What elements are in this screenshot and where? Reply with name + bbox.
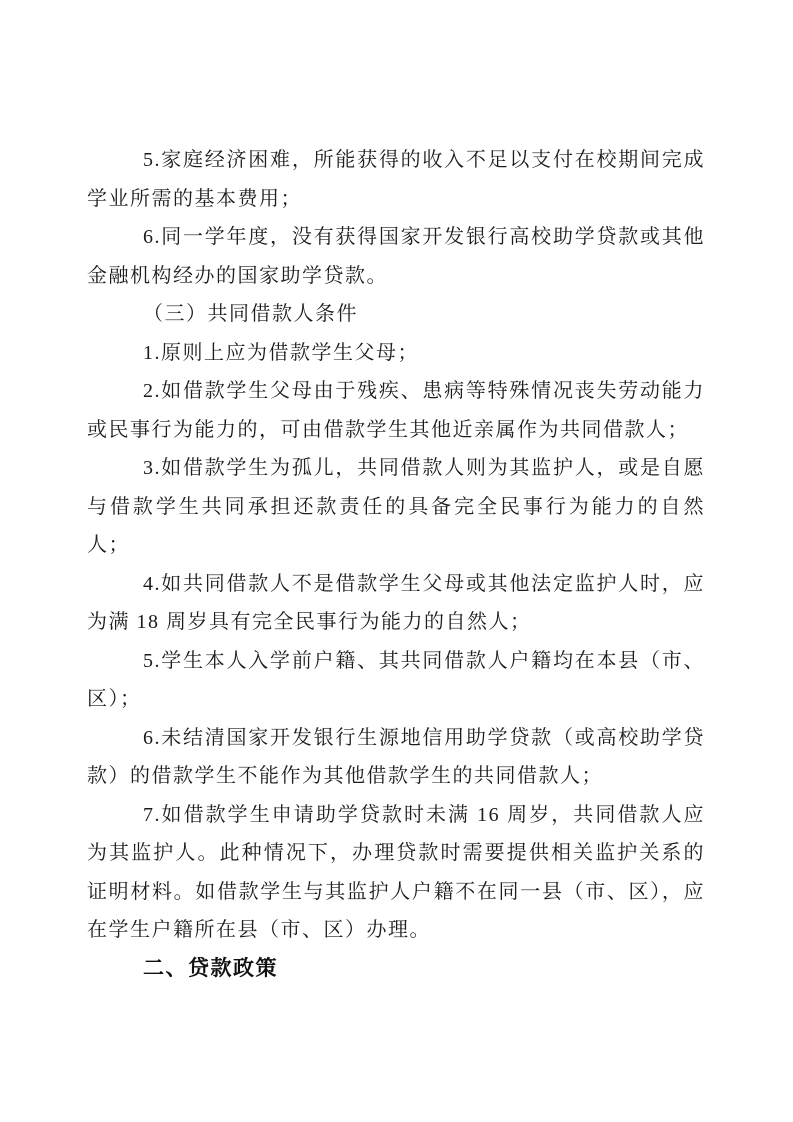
document-content [87, 141, 705, 988]
paragraph: （三）共同借款人条件 [143, 303, 358, 325]
paragraph: 5.学生本人入学前户籍、其共同借款人户籍均在本县（市、区）； [87, 649, 705, 710]
paragraph: 4.如共同借款人不是借款学生父母或其他法定监护人时，应为满 18 周岁具有完全民事行为能力的自然人； [87, 572, 705, 633]
paragraph: 2.如借款学生父母由于残疾、患病等特殊情况丧失劳动能力或民事行为能力的，可由借款学生其他近亲属作为共同借款人； [87, 380, 705, 441]
section-heading: 二、贷款政策 [143, 956, 278, 980]
paragraph: 7.如借款学生申请助学贷款时未满 16 周岁，共同借款人应为其监护人。此种情况下，办理贷款时需要提供相关监护关系的证明材料。如借款学生与其监护人户籍不在同一县（市、区），应在学生户籍所在县（市、区）办理。 [87, 803, 705, 941]
paragraph: 3.如借款学生为孤儿，共同借款人则为其监护人，或是自愿与借款学生共同承担还款责任的具备完全民事行为能力的自然人； [87, 457, 705, 556]
paragraph: 6.未结清国家开发银行生源地信用助学贷款（或高校助学贷款）的借款学生不能作为其他借款学生的共同借款人； [87, 726, 705, 787]
paragraph: 6.同一学年度，没有获得国家开发银行高校助学贷款或其他金融机构经办的国家助学贷款。 [87, 226, 705, 287]
paragraph: 1.原则上应为借款学生父母； [143, 341, 419, 364]
paragraph: 5.家庭经济困难，所能获得的收入不足以支付在校期间完成学业所需的基本费用； [87, 149, 705, 210]
